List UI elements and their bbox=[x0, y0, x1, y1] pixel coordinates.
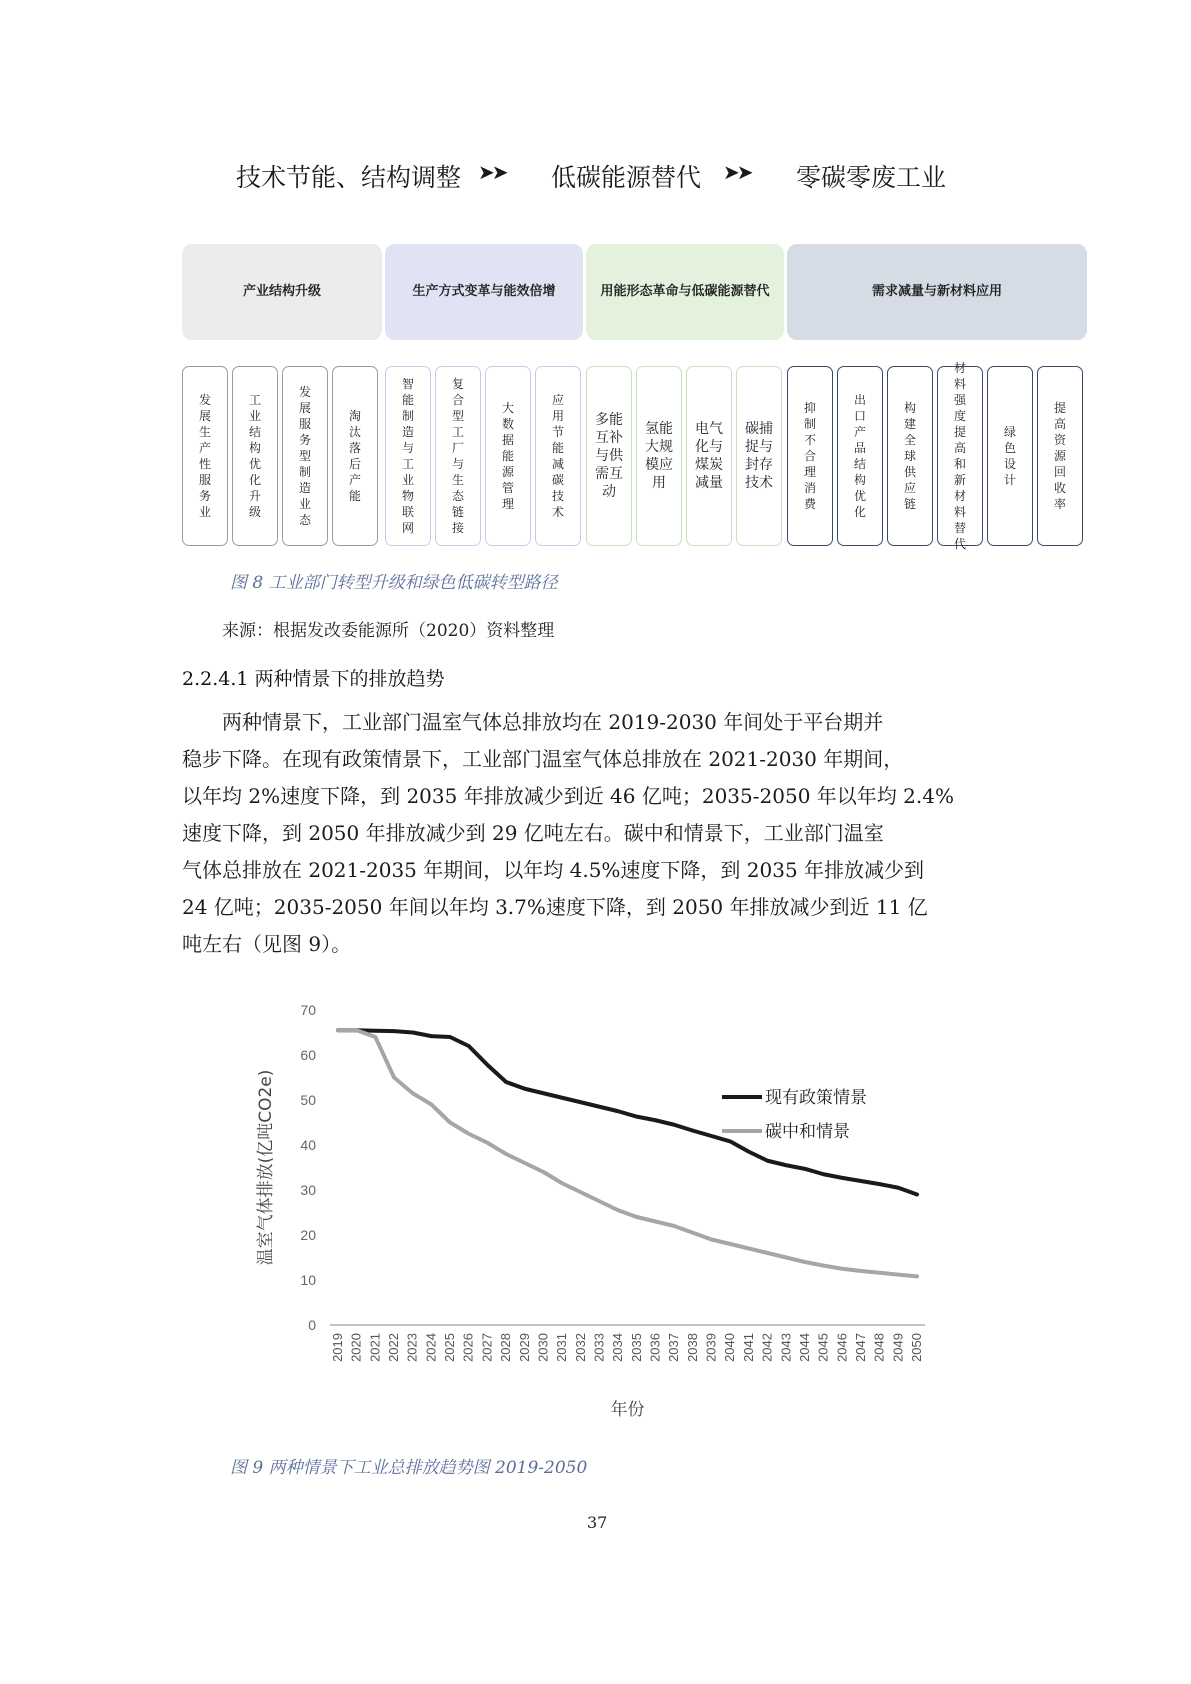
paragraph-line: 稳步下降。在现有政策情景下，工业部门温室气体总排放在 2021-2030 年期间， bbox=[182, 747, 904, 771]
measure-item-label: 工业结构优化升级 bbox=[248, 393, 261, 519]
measure-item bbox=[686, 366, 732, 546]
y-tick-label: 50 bbox=[300, 1092, 316, 1108]
legend-label: 现有政策情景 bbox=[765, 1088, 867, 1108]
x-tick-label: 2032 bbox=[572, 1333, 588, 1362]
category-box: 需求减量与新材料应用 bbox=[787, 244, 1087, 340]
measure-item bbox=[485, 366, 531, 546]
x-tick-label: 2030 bbox=[535, 1333, 551, 1362]
measure-item-label: 多能互补与供需互动 bbox=[595, 412, 623, 500]
category-box: 生产方式变革与能效倍增 bbox=[385, 244, 583, 340]
measure-item bbox=[636, 366, 682, 546]
measure-item-label: 氢能大规模应用 bbox=[645, 421, 673, 491]
paragraph-line: 24 亿吨；2035-2050 年间以年均 3.7%速度下降，到 2050 年排放减少到近 11 亿 bbox=[182, 895, 928, 919]
flow-step-1: 技术节能、结构调整 bbox=[236, 163, 462, 192]
measure-item bbox=[435, 366, 481, 546]
measure-item bbox=[232, 366, 278, 546]
page-number: 37 bbox=[587, 1513, 608, 1532]
measure-item-label: 碳捕捉与封存技术 bbox=[745, 421, 773, 491]
x-tick-label: 2049 bbox=[890, 1333, 906, 1362]
measure-item-label: 发展生产性服务业 bbox=[198, 393, 211, 519]
measure-item bbox=[736, 366, 782, 546]
measure-item bbox=[837, 366, 883, 546]
paragraph-line: 气体总排放在 2021-2035 年期间，以年均 4.5%速度下降，到 2035 年排放减少到 bbox=[182, 858, 925, 882]
measure-item bbox=[332, 366, 378, 546]
figure-8-caption: 图 8 工业部门转型升级和绿色低碳转型路径 bbox=[230, 573, 558, 593]
x-tick-label: 2047 bbox=[852, 1333, 868, 1362]
flow-arrow-1: ➤➤ bbox=[478, 160, 506, 184]
measure-item bbox=[1037, 366, 1083, 546]
paragraph-line: 吨左右（见图 9）。 bbox=[182, 932, 352, 956]
flow-step-2: 低碳能源替代 bbox=[551, 163, 702, 192]
y-tick-label: 30 bbox=[300, 1182, 316, 1198]
y-tick-label: 40 bbox=[300, 1137, 316, 1153]
measure-item-label: 应用节能减碳技术 bbox=[551, 393, 564, 519]
source-note: 来源：根据发改委能源所（2020）资料整理 bbox=[222, 621, 555, 641]
x-tick-label: 2045 bbox=[815, 1333, 831, 1362]
emissions-chart bbox=[255, 1005, 955, 1425]
x-tick-label: 2020 bbox=[348, 1333, 364, 1362]
measure-item-label: 材料强度提高和新材料替代 bbox=[953, 361, 966, 551]
x-tick-label: 2029 bbox=[516, 1333, 532, 1362]
category-box: 产业结构升级 bbox=[182, 244, 382, 340]
x-tick-label: 2042 bbox=[759, 1333, 775, 1362]
paragraph-line: 两种情景下，工业部门温室气体总排放均在 2019-2030 年间处于平台期并 bbox=[222, 710, 884, 734]
measure-item-label: 出口产品结构优化 bbox=[853, 393, 866, 519]
x-tick-label: 2023 bbox=[404, 1333, 420, 1362]
y-tick-label: 60 bbox=[300, 1047, 316, 1063]
measure-item bbox=[182, 366, 228, 546]
y-tick-label: 20 bbox=[300, 1227, 316, 1243]
measure-item-label: 智能制造与工业物联网 bbox=[401, 377, 414, 535]
measure-item-label: 淘汰落后产能 bbox=[348, 409, 361, 503]
x-tick-label: 2033 bbox=[591, 1333, 607, 1362]
measure-item bbox=[385, 366, 431, 546]
x-tick-label: 2021 bbox=[367, 1333, 383, 1362]
x-tick-label: 2037 bbox=[666, 1333, 682, 1362]
measure-item bbox=[937, 361, 983, 551]
x-tick-label: 2036 bbox=[647, 1333, 663, 1362]
x-tick-label: 2048 bbox=[871, 1333, 887, 1362]
transition-flow bbox=[0, 158, 1191, 198]
x-tick-label: 2039 bbox=[703, 1333, 719, 1362]
figure-9-caption: 图 9 两种情景下工业总排放趋势图 2019-2050 bbox=[230, 1458, 588, 1478]
measure-item-label: 复合型工厂与生态链接 bbox=[451, 377, 464, 535]
category-box: 用能形态革命与低碳能源替代 bbox=[586, 244, 784, 340]
x-tick-label: 2046 bbox=[834, 1333, 850, 1362]
x-tick-label: 2041 bbox=[740, 1333, 756, 1362]
flow-arrow-2: ➤➤ bbox=[723, 160, 751, 184]
x-tick-label: 2044 bbox=[796, 1333, 812, 1362]
body-paragraph bbox=[182, 704, 1022, 963]
legend-label: 碳中和情景 bbox=[765, 1122, 850, 1142]
measure-item-label: 提高资源回收率 bbox=[1053, 401, 1066, 511]
x-tick-label: 2022 bbox=[386, 1333, 402, 1362]
measure-item bbox=[535, 366, 581, 546]
x-tick-label: 2028 bbox=[498, 1333, 514, 1362]
x-tick-label: 2025 bbox=[442, 1333, 458, 1362]
measure-item-label: 电气化与煤炭减量 bbox=[695, 421, 723, 491]
x-tick-label: 2035 bbox=[628, 1333, 644, 1362]
y-axis-title: 温室气体排放(亿吨CO2e) bbox=[256, 1069, 276, 1266]
x-tick-label: 2050 bbox=[909, 1333, 924, 1362]
y-tick-label: 10 bbox=[300, 1272, 316, 1288]
measure-item-label: 绿色设计 bbox=[1003, 425, 1016, 487]
x-tick-label: 2034 bbox=[610, 1333, 626, 1362]
measure-item bbox=[787, 366, 833, 546]
measure-item-label: 大数据能源管理 bbox=[501, 401, 514, 511]
measure-item-label: 抑制不合理消费 bbox=[803, 401, 816, 511]
x-tick-label: 2026 bbox=[460, 1333, 476, 1362]
measure-item-label: 发展服务型制造业态 bbox=[298, 385, 311, 527]
x-tick-label: 2038 bbox=[684, 1333, 700, 1362]
x-tick-label: 2031 bbox=[554, 1333, 570, 1362]
x-tick-label: 2024 bbox=[423, 1333, 439, 1362]
section-heading: 2.2.4.1 两种情景下的排放趋势 bbox=[182, 668, 445, 690]
series-line bbox=[338, 1030, 917, 1276]
measure-item bbox=[887, 366, 933, 546]
y-tick-label: 0 bbox=[308, 1317, 316, 1333]
x-tick-label: 2040 bbox=[722, 1333, 738, 1362]
series-line bbox=[338, 1030, 917, 1194]
flow-step-3: 零碳零废工业 bbox=[796, 163, 947, 192]
paragraph-line: 速度下降，到 2050 年排放减少到 29 亿吨左右。碳中和情景下，工业部门温室 bbox=[182, 821, 884, 845]
x-tick-label: 2043 bbox=[778, 1333, 794, 1362]
measure-item bbox=[987, 366, 1033, 546]
measure-item bbox=[586, 366, 632, 546]
x-axis-title: 年份 bbox=[610, 1400, 645, 1420]
measure-item-label: 构建全球供应链 bbox=[903, 401, 916, 511]
x-tick-label: 2019 bbox=[330, 1333, 345, 1362]
paragraph-line: 以年均 2%速度下降，到 2035 年排放减少到近 46 亿吨；2035-2050 年以年均 2.4% bbox=[182, 784, 954, 808]
measure-item bbox=[282, 366, 328, 546]
y-tick-label: 70 bbox=[300, 1005, 316, 1018]
x-tick-label: 2027 bbox=[479, 1333, 495, 1362]
